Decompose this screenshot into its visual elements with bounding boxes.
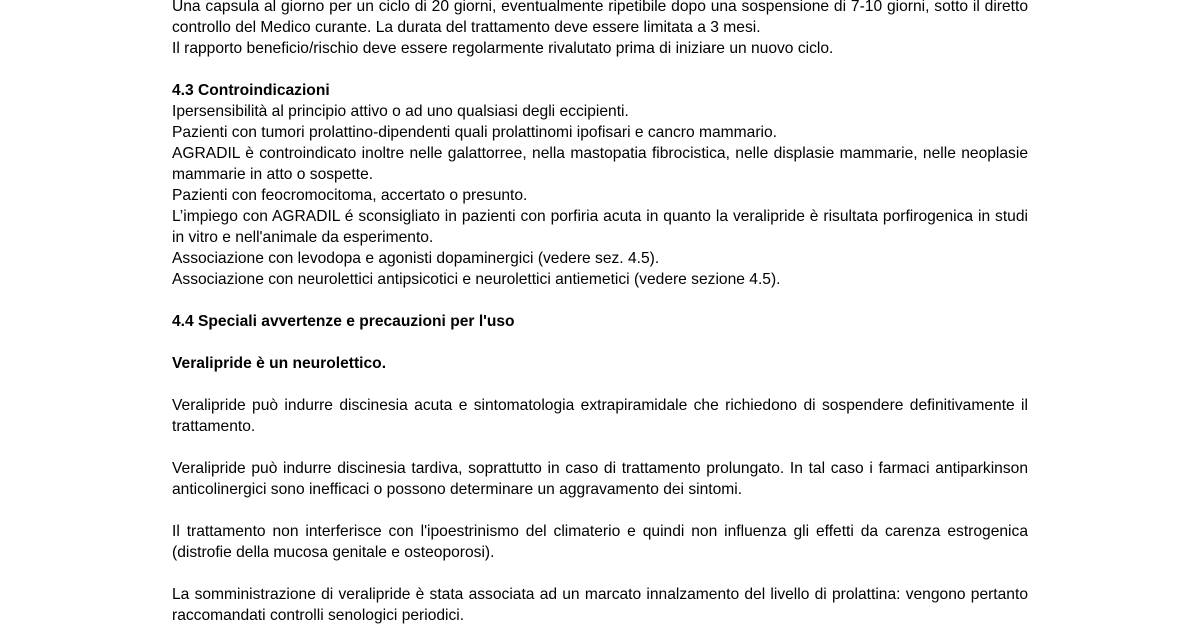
spacer bbox=[172, 290, 1028, 311]
intro-line-2: giorni, sotto il diretto controllo del Medico curante. La durata del trattamento deve essere limitata a 3 mesi. bbox=[172, 0, 1029, 36]
spacer bbox=[172, 332, 1028, 353]
intro-line-3: Il rapporto beneficio/rischio deve essere regolarmente rivalutato prima di iniziare un nuovo ciclo. bbox=[172, 40, 834, 57]
section-subheading: Veralipride è un neurolettico. bbox=[172, 355, 387, 372]
contraindication-item: Associazione con neurolettici antipsicotici e neurolettici antiemetici (vedere sezione 4.5). bbox=[172, 271, 781, 288]
section-heading-4-3: 4.3 Controindicazioni bbox=[172, 82, 330, 99]
spacer bbox=[172, 437, 1028, 458]
section-heading-4-4: 4.4 Speciali avvertenze e precauzioni per l'uso bbox=[172, 313, 515, 330]
contraindication-item: Associazione con levodopa e agonisti dopaminergici (vedere sez. 4.5). bbox=[172, 250, 660, 267]
document-page bbox=[172, 0, 1028, 626]
spacer bbox=[172, 374, 1028, 395]
contraindication-item: Ipersensibilità al principio attivo o ad uno qualsiasi degli eccipienti. bbox=[172, 103, 629, 120]
warning-paragraph: Il trattamento non interferisce con l'ipoestrinismo del climaterio e quindi non influenza gli effetti da carenza estrogenica (distrofie della mucosa genitale e osteoporosi). bbox=[172, 523, 1028, 561]
intro-paragraph bbox=[172, 0, 1028, 59]
contraindication-item: AGRADIL è controindicato inoltre nelle galattorree, nella mastopatia fibrocistica, nelle displasie mammarie, nelle neoplasie mammarie in atto o sospette. bbox=[172, 145, 1028, 183]
spacer bbox=[172, 500, 1028, 521]
spacer bbox=[172, 59, 1028, 80]
warning-paragraph: Veralipride può indurre discinesia acuta e sintomatologia extrapiramidale che richiedono di sospendere definitivamente il trattamento. bbox=[172, 397, 1028, 435]
contraindication-item: L’impiego con AGRADIL é sconsigliato in pazienti con porfiria acuta in quanto la veralipride è risultata porfirogenica in studi in vitro e nell'animale da esperimento. bbox=[172, 208, 1028, 246]
warning-paragraph: Veralipride può indurre discinesia tardiva, soprattutto in caso di trattamento prolungato. In tal caso i farmaci antiparkinson anticolinergici sono inefficaci o possono determinare un aggravamento dei sintomi. bbox=[172, 460, 1028, 498]
intro-line-1: Una capsula al giorno per un ciclo di 20 giorni, eventualmente ripetibile dopo una sospensione di 7-10 bbox=[172, 0, 883, 15]
contraindication-item: Pazienti con tumori prolattino-dipendenti quali prolattinomi ipofisari e cancro mammario. bbox=[172, 124, 777, 141]
warning-paragraph: La somministrazione di veralipride è stata associata ad un marcato innalzamento del livello di prolattina: vengono pertanto raccomandati controlli senologici periodici. bbox=[172, 586, 1028, 624]
contraindication-item: Pazienti con feocromocitoma, accertato o presunto. bbox=[172, 187, 528, 204]
spacer bbox=[172, 563, 1028, 584]
